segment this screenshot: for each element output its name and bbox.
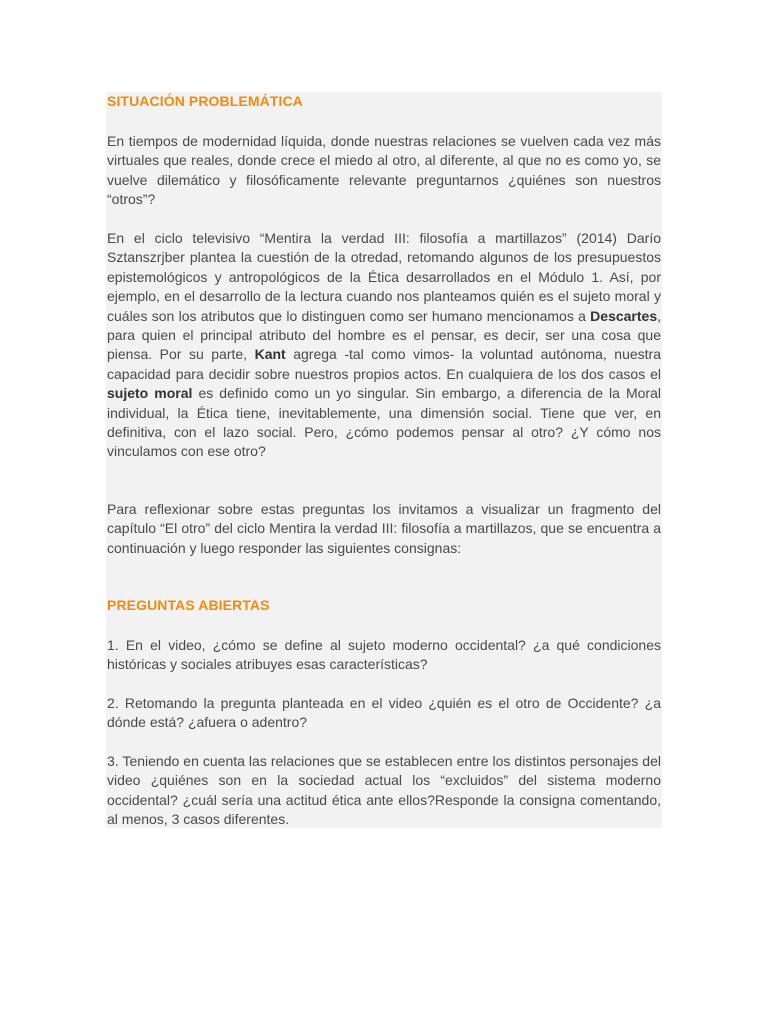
- paragraph-intro: En tiempos de modernidad líquida, donde nuestras relaciones se vuelven cada vez más virtuales que reales, donde crece el miedo al otro, al diferente, al que no es como yo, se vuelve dilemático y filosóficamente relevante preguntarnos ¿quiénes son nuestros “otros”?: [107, 133, 661, 208]
- paragraph-reflexionar: Para reflexionar sobre estas preguntas los invitamos a visualizar un fragmento del capítulo “El otro” del ciclo Mentira la verdad III: filosofía a martillazos, que se encuentra a continuación y luego responder las siguientes consignas:: [107, 501, 661, 556]
- question-3: 3. Teniendo en cuenta las relaciones que se establecen entre los distintos personajes del video ¿quiénes son en la sociedad actual los “excluidos” del sistema moderno occidental? ¿cuál sería una actitud ética ante ellos?Responde la consigna comentando, al menos, 3 casos diferentes.: [107, 753, 661, 828]
- question-2: 2. Retomando la pregunta planteada en el video ¿quién es el otro de Occidente? ¿a dónde está? ¿afuera o adentro?: [107, 695, 661, 731]
- paragraph-ciclo-televisivo: [107, 229, 661, 462]
- paragraph-ciclo-text-4: es definido como un yo singular. Sin embargo, a diferencia de la Moral individual, la Ética tiene, inevitablemente, una dimensión social. Tiene que ver, en definitiva, con el lazo social. Pero, ¿cómo podemos pensar al otro? ¿Y cómo nos vinculamos con ese otro?: [107, 385, 661, 460]
- question-1: 1. En el video, ¿cómo se define al sujeto moderno occidental? ¿a qué condiciones históricas y sociales atribuyes esas características?: [107, 637, 661, 673]
- section-title-preguntas: PREGUNTAS ABIERTAS: [107, 597, 270, 613]
- bold-descartes: Descartes: [590, 307, 658, 324]
- section-title-situacion: SITUACIÓN PROBLEMÁTICA: [107, 93, 303, 109]
- bold-kant: Kant: [254, 346, 286, 363]
- paragraph-ciclo-text-1: En el ciclo televisivo “Mentira la verdad III: filosofía a martillazos” (2014) Darío Sztanszrjber plantea la cuestión de la otredad, retomando algunos de los presupuestos epistemológicos y antropológicos de la Ética desarrollados en el Módulo 1. Así, por ejemplo, en el desarrollo de la lectura cuando nos planteamos quién es el sujeto moral y cuáles son los atributos que lo distinguen como ser humano mencionamos a: [107, 230, 661, 324]
- document-content-box: [106, 92, 662, 828]
- paragraph-ciclo-text-2: , para quien el principal atributo del hombre es el pensar, es decir, ser una cosa que piensa. Por su parte,: [107, 307, 661, 363]
- paragraph-ciclo-text-3: agrega -tal como vimos- la voluntad autónoma, nuestra capacidad para decidir sobre nuestros propios actos. En cualquiera de los dos casos el: [107, 346, 661, 382]
- bold-sujeto-moral: sujeto moral: [107, 385, 193, 402]
